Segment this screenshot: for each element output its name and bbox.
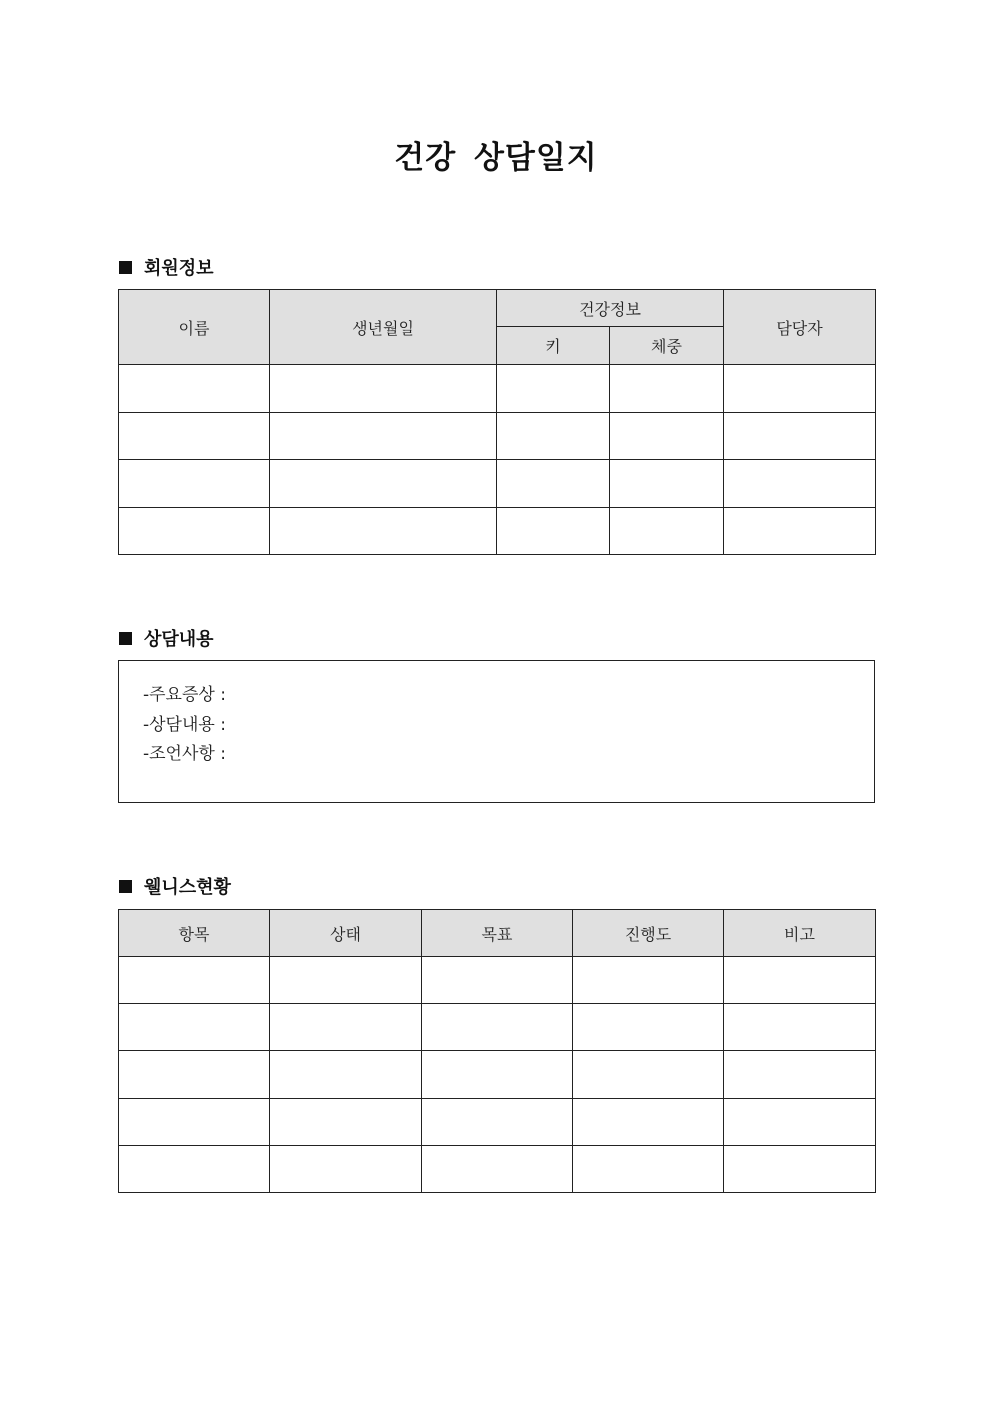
table-cell[interactable] (119, 1051, 270, 1098)
consult-line-content: -상담내용 : (143, 714, 226, 735)
table-cell[interactable] (724, 412, 876, 460)
table-cell[interactable] (724, 957, 876, 1004)
table-cell[interactable] (119, 460, 270, 508)
table-cell[interactable] (724, 1098, 876, 1145)
table-cell[interactable] (270, 412, 497, 460)
header-goal: 목표 (422, 910, 573, 957)
table-cell[interactable] (724, 460, 876, 508)
header-name: 이름 (119, 290, 270, 365)
table-cell[interactable] (422, 957, 573, 1004)
table-row (119, 507, 876, 555)
section-heading-member (119, 254, 214, 280)
header-item: 항목 (119, 910, 270, 957)
header-manager: 담당자 (724, 290, 876, 365)
table-cell[interactable] (497, 412, 610, 460)
table-cell[interactable] (422, 1098, 573, 1145)
table-row (119, 1051, 876, 1098)
section-heading-consult (119, 625, 214, 651)
table-cell[interactable] (610, 460, 724, 508)
consult-line-symptoms: -주요증상 : (143, 685, 226, 705)
square-bullet-icon (119, 880, 132, 893)
section-heading-wellness (119, 873, 231, 899)
table-cell[interactable] (497, 460, 610, 508)
table-row (119, 1145, 876, 1192)
table-cell[interactable] (573, 957, 724, 1004)
table-cell[interactable] (610, 507, 724, 555)
table-cell[interactable] (119, 1098, 270, 1145)
header-birthdate: 생년월일 (270, 290, 497, 365)
table-row (119, 460, 876, 508)
table-row (119, 412, 876, 460)
table-cell[interactable] (270, 365, 497, 413)
table-cell[interactable] (270, 460, 497, 508)
table-cell[interactable] (724, 1145, 876, 1192)
table-cell[interactable] (573, 1098, 724, 1145)
table-cell[interactable] (573, 1145, 724, 1192)
table-cell[interactable] (573, 1051, 724, 1098)
table-row (119, 365, 876, 413)
table-cell[interactable] (724, 1004, 876, 1051)
table-cell[interactable] (422, 1145, 573, 1192)
section-heading-member-label: 회원정보 (144, 258, 214, 279)
page-title: 건강 상담일지 (394, 140, 598, 176)
table-cell[interactable] (422, 1051, 573, 1098)
table-cell[interactable] (610, 412, 724, 460)
table-cell[interactable] (270, 507, 497, 555)
table-row (119, 957, 876, 1004)
table-cell[interactable] (724, 1051, 876, 1098)
consult-content-box[interactable] (118, 660, 875, 803)
member-info-table (118, 289, 876, 555)
table-cell[interactable] (119, 1004, 270, 1051)
consult-lines (143, 681, 226, 770)
wellness-status-table (118, 909, 876, 1193)
header-remarks: 비고 (724, 910, 876, 957)
table-cell[interactable] (119, 1145, 270, 1192)
table-cell[interactable] (119, 412, 270, 460)
table-cell[interactable] (270, 957, 422, 1004)
header-health-info: 건강정보 (497, 290, 724, 327)
table-cell[interactable] (497, 507, 610, 555)
square-bullet-icon (119, 261, 132, 274)
table-cell[interactable] (270, 1098, 422, 1145)
table-cell[interactable] (270, 1051, 422, 1098)
table-cell[interactable] (724, 365, 876, 413)
table-cell[interactable] (119, 507, 270, 555)
table-cell[interactable] (270, 1145, 422, 1192)
table-cell[interactable] (119, 365, 270, 413)
header-status: 상태 (270, 910, 422, 957)
section-heading-consult-label: 상담내용 (144, 629, 214, 650)
table-cell[interactable] (422, 1004, 573, 1051)
consult-line-advice: -조언사항 : (143, 744, 226, 764)
header-height: 키 (497, 327, 610, 365)
table-cell[interactable] (119, 957, 270, 1004)
section-heading-wellness-label: 웰니스현황 (144, 877, 231, 898)
table-cell[interactable] (724, 507, 876, 555)
header-weight: 체중 (610, 327, 724, 365)
table-cell[interactable] (270, 1004, 422, 1051)
table-row (119, 1098, 876, 1145)
table-row (119, 1004, 876, 1051)
table-cell[interactable] (610, 365, 724, 413)
table-cell[interactable] (573, 1004, 724, 1051)
table-cell[interactable] (497, 365, 610, 413)
square-bullet-icon (119, 632, 132, 645)
header-progress: 진행도 (573, 910, 724, 957)
